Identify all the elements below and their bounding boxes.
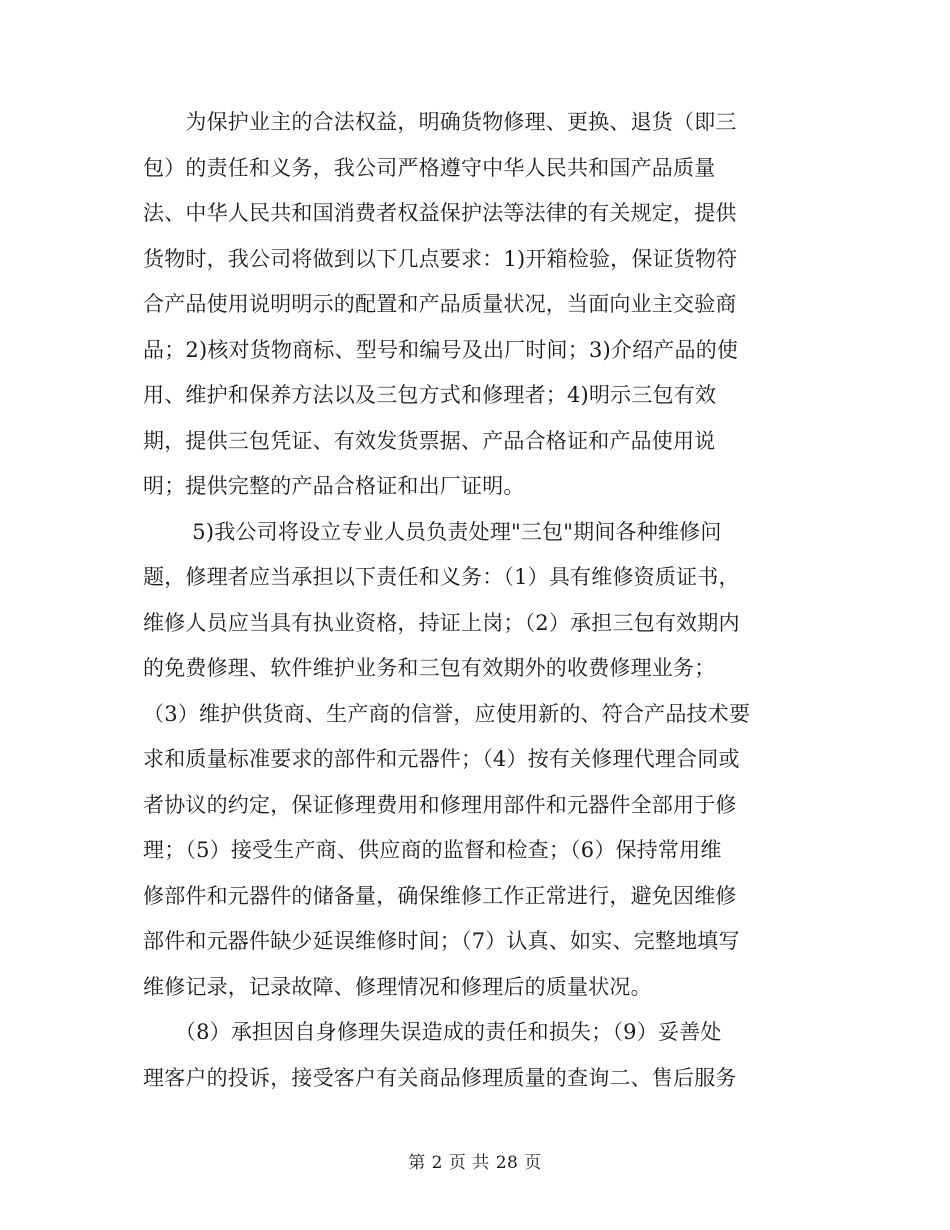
body-text	[143, 100, 815, 1101]
text-line: 5)我公司将设立专业人员负责处理"三包"期间各种维修问	[143, 519, 722, 544]
text-line: 合产品使用说明明示的配置和产品质量状况，当面向业主交验商	[143, 292, 737, 316]
text-line: 维修记录，记录故障、修理情况和修理后的质量状况。	[143, 974, 652, 999]
text-line: 题，修理者应当承担以下责任和义务：（1）具有维修资质证书，	[143, 565, 740, 589]
text-line: 包）的责任和义务，我公司严格遵守中华人民共和国产品质量	[143, 155, 716, 180]
text-line: 货物时，我公司将做到以下几点要求：1)开箱检验，保证货物符	[143, 246, 738, 271]
text-line: 为保护业主的合法权益，明确货物修理、更换、退货（即三	[143, 110, 737, 134]
text-line: 者协议的约定，保证修理费用和修理用部件和元器件全部用于修	[143, 792, 737, 817]
text-line: 期，提供三包凭证、有效发货票据、产品合格证和产品使用说	[143, 428, 716, 453]
text-line: 理客户的投诉，接受客户有关商品修理质量的查询二、售后服务	[143, 1065, 737, 1090]
text-line: （3）维护供货商、生产商的信誉，应使用新的、符合产品技术要	[143, 701, 751, 726]
text-line: 的免费修理、软件维护业务和三包有效期外的收费修理业务；	[143, 656, 716, 680]
page-number-footer: 第 2 页 共 28 页	[408, 1153, 542, 1173]
text-line: 求和质量标准要求的部件和元器件；（4）按有关修理代理合同或	[143, 747, 740, 771]
text-line: （8）承担因自身修理失误造成的责任和损失；（9）妥善处	[143, 1020, 722, 1044]
text-line: 理；（5）接受生产商、供应商的监督和检查；（6）保持常用维	[143, 838, 722, 862]
text-line: 部件和元器件缺少延误维修时间；（7）认真、如实、完整地填写	[143, 929, 740, 953]
text-line: 品；2)核对货物商标、型号和编号及出厂时间；3)介绍产品的使	[143, 337, 739, 362]
text-line: 维修人员应当具有执业资格，持证上岗；（2）承担三包有效期内	[143, 610, 740, 635]
text-line: 修部件和元器件的储备量，确保维修工作正常进行，避免因维修	[143, 883, 737, 908]
text-line: 用、维护和保养方法以及三包方式和修理者；4)明示三包有效	[143, 383, 717, 407]
text-line: 法、中华人民共和国消费者权益保护法等法律的有关规定，提供	[143, 201, 737, 225]
text-line: 明；提供完整的产品合格证和出厂证明。	[143, 474, 525, 498]
